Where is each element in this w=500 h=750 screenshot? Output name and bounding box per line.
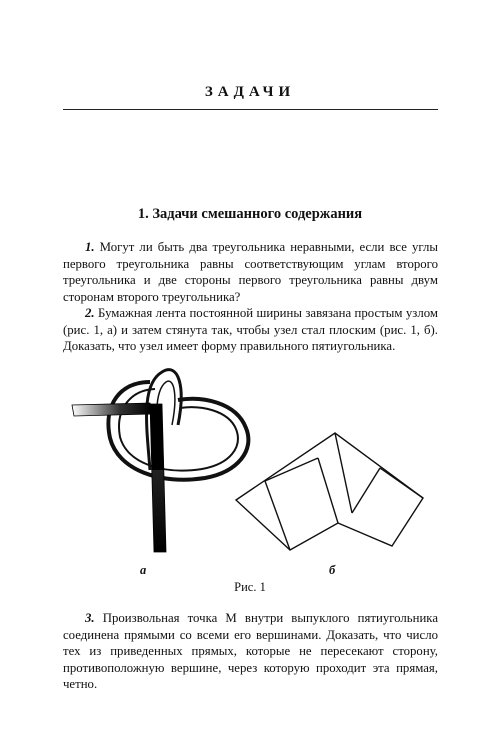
- problem-number: 3.: [85, 611, 95, 625]
- section-title: 1. Задачи смешанного содержания: [137, 206, 363, 222]
- figure-caption: Рис. 1: [234, 580, 266, 594]
- figure-label-b: б: [329, 563, 336, 577]
- problem-number: 1.: [85, 240, 95, 254]
- problem-3: [63, 610, 438, 693]
- problem-text: Могут ли быть два треугольника неравными, если все углы первого треугольника равны соответствующим углам второго треугольника и две стороны первого треугольника равны двум сторонам второго треугольника?: [63, 240, 438, 304]
- figure-label-a: а: [140, 563, 147, 577]
- problem-text: Бумажная лента постоянной ширины завязана простым узлом (рис. 1, а) и затем стянута так, чтобы узел стал плоским (рис. 1, б). Доказать, что узел имеет форму правильного пятиугольника.: [63, 306, 438, 354]
- page-header-title: ЗАДАЧИ: [204, 84, 296, 100]
- problem-text: Произвольная точка M внутри выпуклого пятиугольника соединена прямыми со всеми его вершинами. Доказать, что число тех из приведенных прямых, которые не пересекают сторону, противоположную вершине, через которую проходит эта прямая, четно.: [63, 611, 439, 692]
- outer-outline: [236, 433, 423, 550]
- problem-number: 2.: [85, 306, 95, 320]
